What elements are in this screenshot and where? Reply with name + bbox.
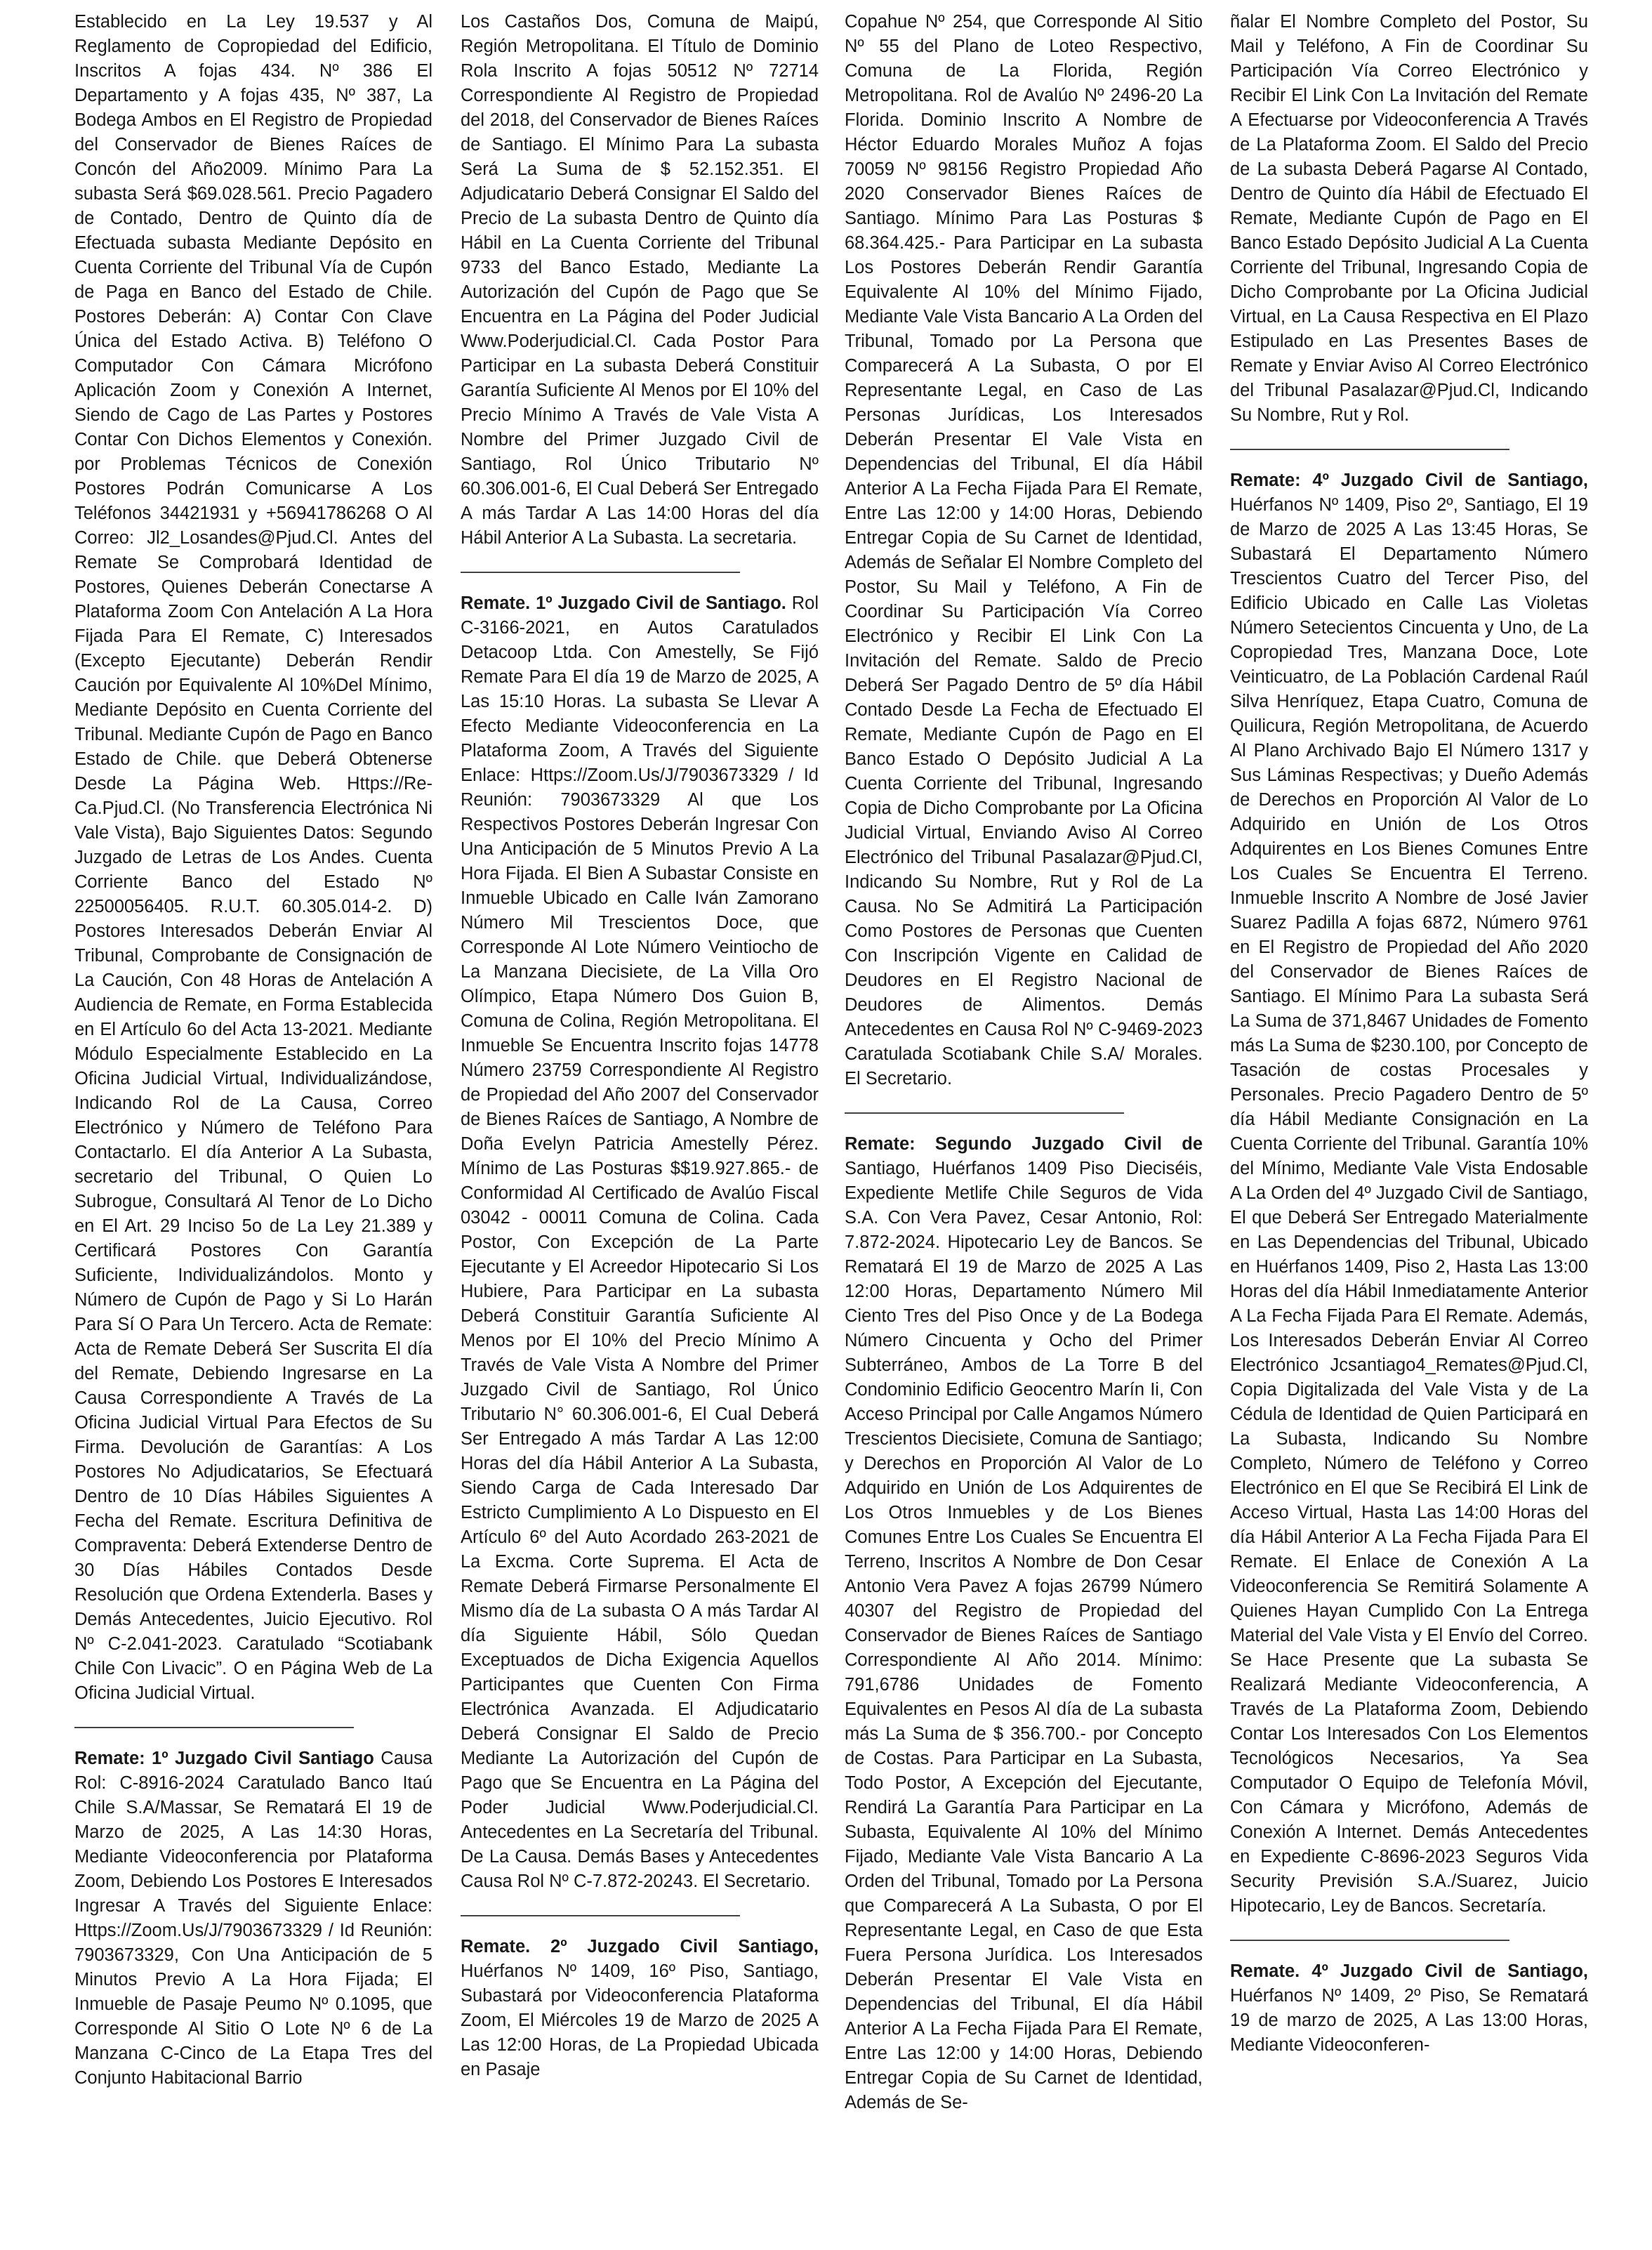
notice-remate bbox=[845, 1132, 1203, 2115]
notice-body: ñalar El Nombre Completo del Postor, Su Mail y Teléfono, A Fin de Coordinar Su Participación Vía Correo Electrónico y Recibir El Link Con La Invitación del Remate A Efectuarse por Videoconferencia A Través de La Plataforma Zoom. El Saldo del Precio de La subasta Deberá Pagarse Al Contado, Dentro de Quinto día Hábil de Efectuado El Remate, Mediante Cupón de Pago en El Banco Estado Depósito Judicial A La Cuenta Corriente del Tribunal, Ingresando Copia de Dicho Comprobante por La Oficina Judicial Virtual, en La Causa Respectiva en El Plazo Estipulado en Las Presentes Bases de Remate y Enviar Aviso Al Correo Electrónico del Tribunal Pasalazar@Pjud.Cl, Indicando Su Nombre, Rut y Rol. bbox=[1230, 12, 1588, 425]
notice-body: Copahue Nº 254, que Corresponde Al Sitio Nº 55 del Plano de Loteo Respectivo, Comuna de La Florida, Región Metropolitana. Rol de Avalúo Nº 2496-20 La Florida. Dominio Inscrito A Nombre de Héctor Eduardo Morales Muñoz A fojas 70059 Nº 98156 Registro Propiedad Año 2020 Conservador Bienes Raíces de Santiago. Mínimo Para Las Posturas $ 68.364.425.- Para Participar en La subasta Los Postores Deberán Rendir Garantía Equivalente Al 10% del Mínimo Fijado, Mediante Vale Vista Bancario A La Orden del Tribunal, Tomado por La Persona que Comparecerá A La Subasta, O por El Representante Legal, en Caso de Las Personas Jurídicas, Los Interesados Deberán Presentar El Vale Vista en Dependencias del Tribunal, El día Hábil Anterior A La Fecha Fijada Para El Remate, Entre Las 12:00 y 14:00 Horas, Debiendo Entregar Copia de Su Carnet de Identidad, Además de Señalar El Nombre Completo del Postor, Su Mail y Teléfono, A Fin de Coordinar Su Participación Vía Correo Electrónico y Recibir El Link Con La Invitación del Remate. Saldo de Precio Deberá Ser Pagado Dentro de 5º día Hábil Contado Desde La Fecha de Efectuado El Remate, Mediante Cupón de Pago en El Banco Estado O Depósito Judicial A La Cuenta Corriente del Tribunal, Ingresando Copia de Dicho Comprobante por La Oficina Judicial Virtual, Enviando Aviso Al Correo Electrónico del Tribunal Pasalazar@Pjud.Cl, Indicando Su Nombre, Rut y Rol de La Causa. No Se Admitirá La Participación Como Postores de Personas que Cuenten Con Inscripción Vigente en Calidad de Deudores en El Registro Nacional de Deudores de Alimentos. Demás Antecedentes en Causa Rol Nº C-9469-2023 Caratulada Scotiabank Chile S.A/ Morales. El Secretario. bbox=[845, 12, 1203, 1088]
notice-continuation bbox=[845, 10, 1203, 1091]
separator-rule bbox=[461, 572, 740, 573]
notice-body: Santiago, Huérfanos 1409 Piso Dieciséis, Expediente Metlife Chile Seguros de Vida S.A. Con Vera Pavez, Cesar Antonio, Rol: 7.872-2024. Hipotecario Ley de Bancos. Se Rematará El 19 de Marzo de 2025 A Las 12:00 Horas, Departamento Número Mil Ciento Tres del Piso Once y de La Bodega Número Cincuenta y Ocho del Primer Subterráneo, Ambos de La Torre B del Condominio Edificio Geocentro Marín Ii, Con Acceso Principal por Calle Angamos Número Trescientos Diecisiete, Comuna de Santiago; y Derechos en Proporción Al Valor de Lo Adquirido en Unión de Los Adquirentes de Los Otros Inmuebles y de Los Bienes Comunes Entre Los Cuales Se Encuentra El Terreno, Inscritos A Nombre de Don Cesar Antonio Vera Pavez A fojas 26799 Número 40307 del Registro de Propiedad del Conservador de Bienes Raíces de Santiago Correspondiente Al Año 2014. Mínimo: 791,6786 Unidades de Fomento Equivalentes en Pesos Al día de La subasta más La Suma de $ 356.700.- por Concepto de Costas. Para Participar en La Subasta, Todo Postor, A Excepción del Ejecutante, Rendirá La Garantía Para Participar en La Subasta, Equivalente Al 10% del Mínimo Fijado, Mediante Vale Vista Bancario A La Orden del Tribunal, Tomado por La Persona que Comparecerá A La Subasta, O por El Representante Legal, en Caso de que Esta Fuera Persona Jurídica. Los Interesados Deberán Presentar El Vale Vista en Dependencias del Tribunal, El día Hábil Anterior A La Fecha Fijada Para El Remate, Entre Las 12:00 y 14:00 Horas, Debiendo Entregar Copia de Su Carnet de Identidad, Además de Se- bbox=[845, 1159, 1203, 2112]
separator-rule bbox=[845, 1112, 1124, 1114]
notice-body: Los Castaños Dos, Comuna de Maipú, Región Metropolitana. El Título de Dominio Rola Inscrito A fojas 50512 Nº 72714 Correspondiente Al Registro de Propiedad del 2018, del Conservador de Bienes Raíces de Santiago. El Mínimo Para La subasta Será La Suma de $ 52.152.351. El Adjudicatario Deberá Consignar El Saldo del Precio de La subasta Dentro de Quinto día Hábil en La Cuenta Corriente del Tribunal 9733 del Banco Estado, Mediante La Autorización del Cupón de Pago que Se Encuentra en La Página del Poder Judicial Www.Poderjudicial.Cl. Cada Postor Para Participar en La subasta Deberá Constituir Garantía Suficiente Al Menos por El 10% del Precio Mínimo A Través de Vale Vista A Nombre del Primer Juzgado Civil de Santiago, Rol Único Tributario Nº 60.306.001-6, El Cual Deberá Ser Entregado A más Tardar A Las 14:00 Horas del día Hábil Anterior A La Subasta. La secretaria. bbox=[461, 12, 819, 548]
notice-remate bbox=[461, 591, 819, 1894]
column-4 bbox=[1230, 10, 1588, 2243]
notice-heading: Remate: 1º Juzgado Civil Santiago bbox=[74, 1749, 374, 1768]
notice-body: Huérfanos Nº 1409, 2º Piso, Se Rematará 19 de marzo de 2025, A Las 13:00 Horas, Mediante Videoconferen- bbox=[1230, 1986, 1588, 2055]
notice-heading: Remate: 4º Juzgado Civil de Santiago, bbox=[1230, 471, 1588, 490]
notice-heading: Remate. 2º Juzgado Civil Santiago, bbox=[461, 1937, 819, 1956]
notice-remate bbox=[74, 1746, 432, 2091]
separator-rule bbox=[1230, 1940, 1509, 1941]
notice-body: Causa Rol: C-8916-2024 Caratulado Banco Itaú Chile S.A/Massar, Se Rematará El 19 de Marzo de 2025, A Las 14:30 Horas, Mediante Videoconferencia por Plataforma Zoom, Debiendo Los Postores E Interesados Ingresar A Través del Siguiente Enlace: Https://Zoom.Us/J/7903673329 / Id Reunión: 7903673329, Con Una Anticipación de 5 Minutos Previo A La Hora Fijada; El Inmueble de Pasaje Peumo Nº 0.1095, que Corresponde Al Sitio O Lote Nº 6 de La Manzana C-Cinco de La Etapa Tres del Conjunto Habitacional Barrio bbox=[74, 1749, 432, 2088]
notice-body: Huérfanos Nº 1409, 16º Piso, Santiago, Subastará por Videoconferencia Plataforma Zoom, El Miércoles 19 de Marzo de 2025 A Las 12:00 Horas, de La Propiedad Ubicada en Pasaje bbox=[461, 1961, 819, 2079]
notice-remate bbox=[1230, 468, 1588, 1919]
notice-continuation bbox=[74, 10, 432, 1706]
notice-continuation bbox=[1230, 10, 1588, 428]
column-3 bbox=[845, 10, 1203, 2243]
separator-rule bbox=[1230, 449, 1509, 450]
notice-heading: Remate: Segundo Juzgado Civil de bbox=[845, 1134, 1203, 1154]
notice-body: Establecido en La Ley 19.537 y Al Reglamento de Copropiedad del Edificio, Inscritos A fojas 434. Nº 386 El Departamento y A fojas 435, Nº 387, La Bodega Ambos en El Registro de Propiedad del Conservador de Bienes Raíces de Concón del Año2009. Mínimo Para La subasta Será $69.028.561. Precio Pagadero de Contado, Dentro de Quinto día de Efectuada subasta Mediante Depósito en Cuenta Corriente del Tribunal Vía de Cupón de Paga en Banco del Estado de Chile. Postores Deberán: A) Contar Con Clave Única del Estado Activa. B) Teléfono O Computador Con Cámara Micrófono Aplicación Zoom y Conexión A Internet, Siendo de Cago de Las Partes y Postores Contar Con Dichos Elementos y Conexión. por Problemas Técnicos de Conexión Postores Podrán Comunicarse A Los Teléfonos 34421931 y +56941786268 O Al Correo: Jl2_Losandes@Pjud.Cl. Antes del Remate Se Comprobará Identidad de Postores, Quienes Deberán Conectarse A Plataforma Zoom Con Antelación A La Hora Fijada Para El Remate, C) Interesados (Excepto Ejecutante) Deberán Rendir Caución por Equivalente Al 10%Del Mínimo, Mediante Depósito en Cuenta Corriente del Tribunal. Mediante Cupón de Pago en Banco Estado de Chile. que Deberá Obtenerse Desde La Página Web. Https://Re-Ca.Pjud.Cl. (No Transferencia Electrónica Ni Vale Vista), Bajo Siguientes Datos: Segundo Juzgado de Letras de Los Andes. Cuenta Corriente Banco del Estado Nº 22500056405. R.U.T. 60.305.014-2. D) Postores Interesados Deberán Enviar Al Tribunal, Comprobante de Consignación de La Caución, Con 48 Horas de Antelación A Audiencia de Remate, en Forma Establecida en El Artículo 6o del Acta 13-2021. Mediante Módulo Especialmente Establecido en La Oficina Judicial Virtual, Individualizándose, Indicando Rol de La Causa, Correo Electrónico y Número de Teléfono Para Contactarlo. El día Anterior A La Subasta, secretario del Tribunal, O Quien Lo Subrogue, Consultará Al Tenor de Lo Dicho en El Art. 29 Inciso 5o de La Ley 21.389 y Certificará Postores Con Garantía Suficiente, Individualizándolos. Monto y Número de Cupón de Pago y Si Lo Harán Para Sí O Para Un Tercero. Acta de Remate: Acta de Remate Deberá Ser Suscrita El día del Remate, Debiendo Ingresarse en La Causa Correspondiente A Través de La Oficina Judicial Virtual Para Efectos de Su Firma. Devolución de Garantías: A Los Postores No Adjudicatarios, Se Efectuará Dentro de 10 Días Hábiles Siguientes A Fecha del Remate. Escritura Definitiva de Compraventa: Deberá Extenderse Dentro de 30 Días Hábiles Contados Desde Resolución que Ordena Extenderla. Bases y Demás Antecedentes, Juicio Ejecutivo. Rol Nº C-2.041-2023. Caratulado “Scotiabank Chile Con Livacic”. O en Página Web de La Oficina Judicial Virtual. bbox=[74, 12, 432, 1703]
notice-heading: Remate. 4º Juzgado Civil de Santiago, bbox=[1230, 1961, 1588, 1981]
notice-continuation bbox=[461, 10, 819, 551]
notice-heading: Remate. 1º Juzgado Civil de Santiago. bbox=[461, 593, 786, 613]
separator-rule bbox=[74, 1727, 354, 1728]
notice-remate bbox=[1230, 1959, 1588, 2058]
notice-remate bbox=[461, 1935, 819, 2082]
separator-rule bbox=[461, 1915, 740, 1916]
notice-body: Huérfanos Nº 1409, Piso 2º, Santiago, El 19 de Marzo de 2025 A Las 13:45 Horas, Se Subastará El Departamento Número Trescientos Cuatro del Tercer Piso, del Edificio Ubicado en Calle Las Violetas Número Setecientos Cincuenta y Uno, de La Copropiedad Tres, Manzana Doce, Lote Veinticuatro, de La Población Cardenal Raúl Silva Henríquez, Etapa Cuatro, Comuna de Quilicura, Región Metropolitana, de Acuerdo Al Plano Archivado Bajo El Número 1317 y Sus Láminas Respectivas; y Dueño Además de Derechos en Proporción Al Valor de Lo Adquirido en Unión de Los Otros Adquirentes en Los Bienes Comunes Entre Los Cuales Se Encuentra El Terreno. Inmueble Inscrito A Nombre de José Javier Suarez Padilla A fojas 6872, Número 9761 en El Registro de Propiedad del Año 2020 del Conservador de Bienes Raíces de Santiago. El Mínimo Para La subasta Será La Suma de 371,8467 Unidades de Fomento más La Suma de $230.100, por Concepto de Tasación de costas Procesales y Personales. Precio Pagadero Dentro de 5º día Hábil Mediante Consignación en La Cuenta Corriente del Tribunal. Garantía 10% del Mínimo, Mediante Vale Vista Endosable A La Orden del 4º Juzgado Civil de Santiago, El que Deberá Ser Entregado Materialmente en Las Dependencias del Tribunal, Ubicado en Huérfanos 1409, Piso 2, Hasta Las 13:00 Horas del día Hábil Inmediatamente Anterior A La Fecha Fijada Para El Remate. Además, Los Interesados Deberán Enviar Al Correo Electrónico Jcsantiago4_Remates@Pjud.Cl, Copia Digitalizada del Vale Vista y de La Cédula de Identidad de Quien Participará en La Subasta, Indicando Su Nombre Completo, Número de Teléfono y Correo Electrónico en El que Se Recibirá El Link de Acceso Virtual, Hasta Las 14:00 Horas del día Hábil Anterior A La Fecha Fijada Para El Remate. El Enlace de Conexión A La Videoconferencia Se Remitirá Solamente A Quienes Hayan Cumplido Con La Entrega Material del Vale Vista y El Envío del Correo. Se Hace Presente que La subasta Se Realizará Mediante Videoconferencia, A Través de La Plataforma Zoom, Debiendo Contar Los Interesados Con Los Elementos Tecnológicos Necesarios, Ya Sea Computador O Equipo de Telefonía Móvil, Con Cámara y Micrófono, Además de Conexión A Internet. Demás Antecedentes en Expediente C-8696-2023 Seguros Vida Security Previsión S.A./Suarez, Juicio Hipotecario, Ley de Bancos. Secretaría. bbox=[1230, 495, 1588, 1916]
column-1 bbox=[74, 10, 432, 2243]
notice-body: Rol C-3166-2021, en Autos Caratulados Detacoop Ltda. Con Amestelly, Se Fijó Remate Para El día 19 de Marzo de 2025, A Las 15:10 Horas. La subasta Se Llevar A Efecto Mediante Videoconferencia en La Plataforma Zoom, A Través del Siguiente Enlace: Https://Zoom.Us/J/7903673329 / Id Reunión: 7903673329 Al que Los Respectivos Postores Deberán Ingresar Con Una Anticipación de 5 Minutos Previo A La Hora Fijada. El Bien A Subastar Consiste en Inmueble Ubicado en Calle Iván Zamorano Número Mil Trescientos Doce, que Corresponde Al Lote Número Veintiocho de La Manzana Diecisiete, de La Villa Oro Olímpico, Etapa Número Dos Guion B, Comuna de Colina, Región Metropolitana. El Inmueble Se Encuentra Inscrito fojas 14778 Número 23759 Correspondiente Al Registro de Propiedad del Año 2007 del Conservador de Bienes Raíces de Santiago, A Nombre de Doña Evelyn Patricia Amestelly Pérez. Mínimo de Las Posturas $$19.927.865.- de Conformidad Al Certificado de Avalúo Fiscal 03042 - 00011 Comuna de Colina. Cada Postor, Con Excepción de La Parte Ejecutante y El Acreedor Hipotecario Si Los Hubiere, Para Participar en La subasta Deberá Constituir Garantía Suficiente Al Menos por El 10% del Precio Mínimo A Través de Vale Vista A Nombre del Primer Juzgado Civil de Santiago, Rol Único Tributario N° 60.306.001-6, El Cual Deberá Ser Entregado A más Tardar A Las 12:00 Horas del día Hábil Anterior A La Subasta, Siendo Carga de Cada Interesado Dar Estricto Cumplimiento A Lo Dispuesto en El Artículo 6º del Auto Acordado 263-2021 de La Excma. Corte Suprema. El Acta de Remate Deberá Firmarse Personalmente El Mismo día de La subasta O A más Tardar Al día Siguiente Hábil, Sólo Quedan Exceptuados de Dicha Exigencia Aquellos Participantes que Cuenten Con Firma Electrónica Avanzada. El Adjudicatario Deberá Consignar El Saldo de Precio Mediante La Autorización del Cupón de Pago que Se Encuentra en La Página del Poder Judicial Www.Poderjudicial.Cl. Antecedentes en La Secretaría del Tribunal. De La Causa. Demás Bases y Antecedentes Causa Rol Nº C-7.872-20243. El Secretario. bbox=[461, 593, 819, 1891]
column-2 bbox=[461, 10, 819, 2243]
